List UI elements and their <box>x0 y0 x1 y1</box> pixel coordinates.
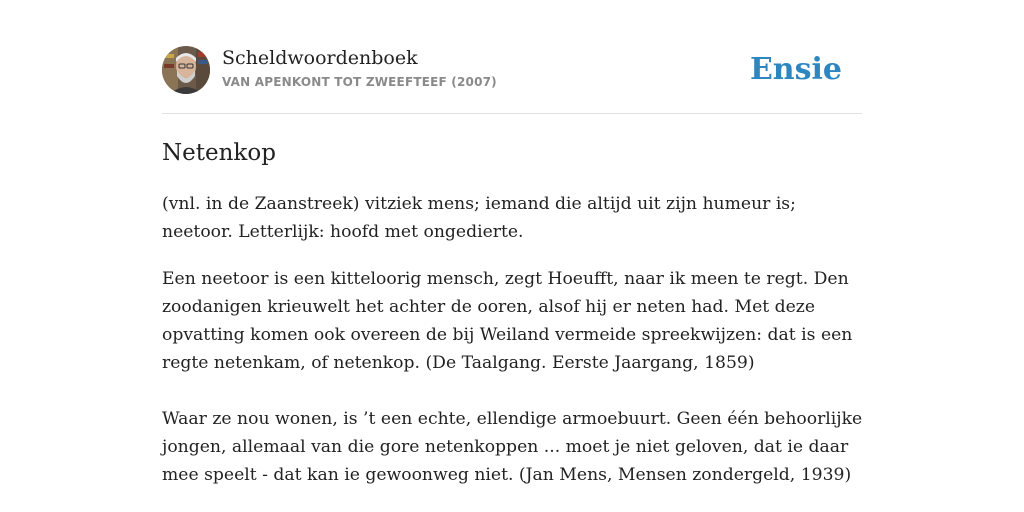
quote-line: regte netenkam, of netenkop. (De Taalgang. Eerste Jaargang, 1859) <box>162 353 755 373</box>
definition-line: neetoor. Letterlijk: hoofd met ongedierte. <box>162 222 524 242</box>
definition-line: (vnl. in de Zaanstreek) vitziek mens; iemand die altijd uit zijn humeur is; <box>162 194 796 214</box>
author-portrait-icon[interactable] <box>162 46 210 94</box>
quote-line: Een neetoor is een kitteloorig mensch, zegt Hoeufft, naar ik meen te regt. Den <box>162 269 849 289</box>
quote-paragraph-2 <box>162 405 862 489</box>
entry-body <box>162 190 862 508</box>
quote-line: zoodanigen krieuwelt het achter de ooren, alsof hij er neten had. Met deze <box>162 297 816 317</box>
quote-line: mee speelt - dat kan ie gewoonweg niet. (Jan Mens, Mensen zondergeld, 1939) <box>162 465 852 485</box>
ensie-logo[interactable]: Ensie <box>749 52 842 87</box>
header-divider <box>162 113 862 114</box>
definition-paragraph <box>162 190 862 246</box>
header <box>162 46 862 96</box>
source-subtitle: VAN APENKONT TOT ZWEEFTEEF (2007) <box>222 75 497 89</box>
source-title[interactable]: Scheldwoordenboek <box>222 47 418 69</box>
entry-term: Netenkop <box>162 140 276 166</box>
quote-line: opvatting komen ook overeen de bij Weiland vermeide spreekwijzen: dat is een <box>162 325 853 345</box>
quote-paragraph-1 <box>162 265 862 377</box>
quote-line: Waar ze nou wonen, is ’t een echte, ellendige armoebuurt. Geen één behoorlijke <box>162 409 863 429</box>
quote-line: jongen, allemaal van die gore netenkoppen ... moet je niet geloven, dat ie daar <box>162 437 849 457</box>
